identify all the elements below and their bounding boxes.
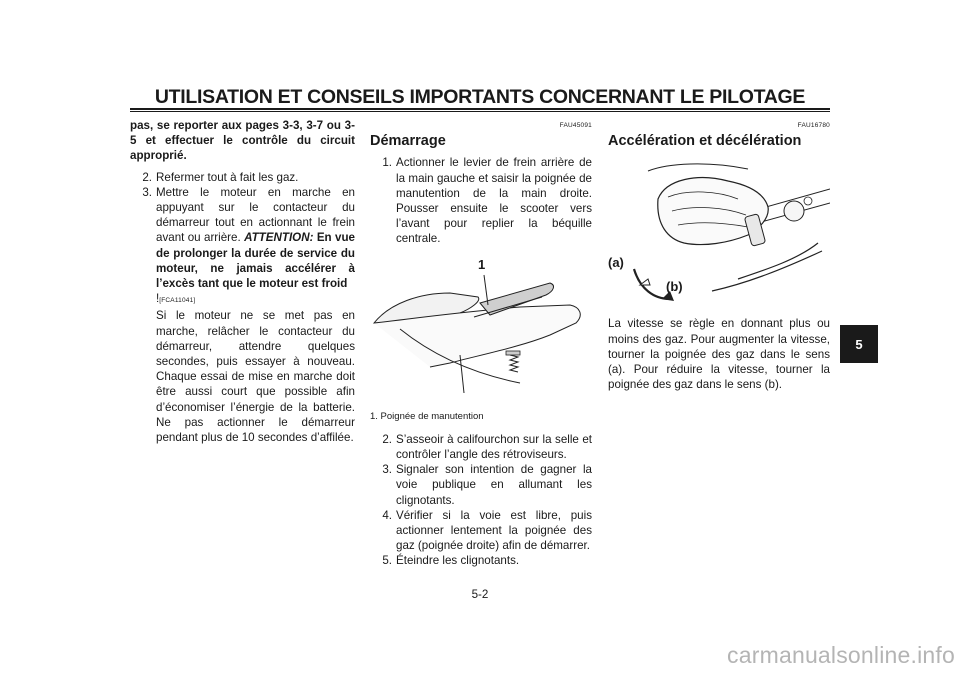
label-b: (b) [666,279,683,295]
step-text: Refermer tout à fait les gaz. [156,170,299,184]
step-number: 4. [382,508,392,522]
step-text: Éteindre les clignotants. [396,554,520,568]
acceleration-paragraph: La vitesse se règle en donnant plus ou moins des gaz. Pour augmenter la vitesse, tourner la poignée des gaz dans le sens (a). Pour réduire la vitesse, tourner la poignée des gaz dans le sens (b). [608,317,830,392]
section-title-acceleration: Accélération et décélération [608,133,802,150]
list-item [370,432,592,462]
step-text-continued: Si le moteur ne se met pas en marche, relâcher le contacteur du démarreur, attendre quelques secondes, puis essayer à nouveau. Chaque essai de mise en marche doit être aussi court que possible afin d’économiser l’énergie de la batterie. Ne pas actionner le démarreur pendant plus de 10 secondes d’affilée. [156,309,355,445]
callout-1: 1 [478,256,486,272]
scooter-rear-drawing [370,263,592,403]
step-text: Actionner le levier de frein arrière de la main gauche et saisir la poignée de manutention de la main droite. Pousser ensuite le scooter vers l’avant pour replier la béquille centrale. [396,156,592,246]
column-middle [370,118,592,569]
throttle-hand-drawing [608,159,830,304]
step-text: Mettre le moteur en marche en appuyant sur le contacteur du démarreur tout en actionnant le frein avant ou arrière. [156,185,355,245]
attention-code: [FCA11041] [159,297,196,305]
section-title-demarrage: Démarrage [370,133,446,150]
figure-caption: 1. Poignée de manutention [370,410,484,422]
steps-list-middle-1 [370,155,592,246]
list-item [370,508,592,554]
list-item [370,553,592,568]
step-number: 1. [382,156,392,170]
attention-label: ATTENTION: [244,231,314,245]
column-left [130,118,355,445]
step-number: 3. [382,463,392,477]
header-rule-thin [130,111,830,112]
section-code: FAU45091 [559,122,592,129]
list-item [130,170,355,185]
attention-mark: ! [156,292,160,306]
step-text: Vérifier si la voie est libre, puis actionner lentement la poignée des gaz (poignée droite) afin de démarrer. [396,508,592,553]
column-right [608,118,830,392]
label-a: (a) [608,255,624,271]
step-number: 2. [142,170,152,184]
section-code: FAU16780 [797,122,830,129]
scooter-handle-illustration [370,256,592,403]
step-number: 2. [382,432,392,446]
throttle-illustration [608,159,830,304]
attention-text: En vue de prolonger la durée de service du moteur, ne jamais accélérer à l’excès tant que le moteur est froid [156,231,355,291]
steps-list-middle-2 [370,432,592,569]
list-item [370,462,592,508]
header-rule [130,108,830,110]
list-item [130,185,355,445]
page-number: 5-2 [471,588,489,601]
intro-text: pas, se reporter aux pages 3-3, 3-7 ou 3-5 et effectuer le contrôle du circuit approprié. [130,119,355,163]
watermark: carmanualsonline.info [727,642,955,668]
steps-list-left [130,170,355,446]
step-number: 5. [382,554,392,568]
list-item [370,155,592,246]
step-number: 3. [142,185,152,199]
page-title: UTILISATION ET CONSEILS IMPORTANTS CONCERNANT LE PILOTAGE [154,86,806,108]
chapter-tab: 5 [840,325,878,363]
step-text: S’asseoir à califourchon sur la selle et contrôler l’angle des rétroviseurs. [396,432,592,462]
step-text: Signaler son intention de gagner la voie publique en allumant les clignotants. [396,463,592,507]
